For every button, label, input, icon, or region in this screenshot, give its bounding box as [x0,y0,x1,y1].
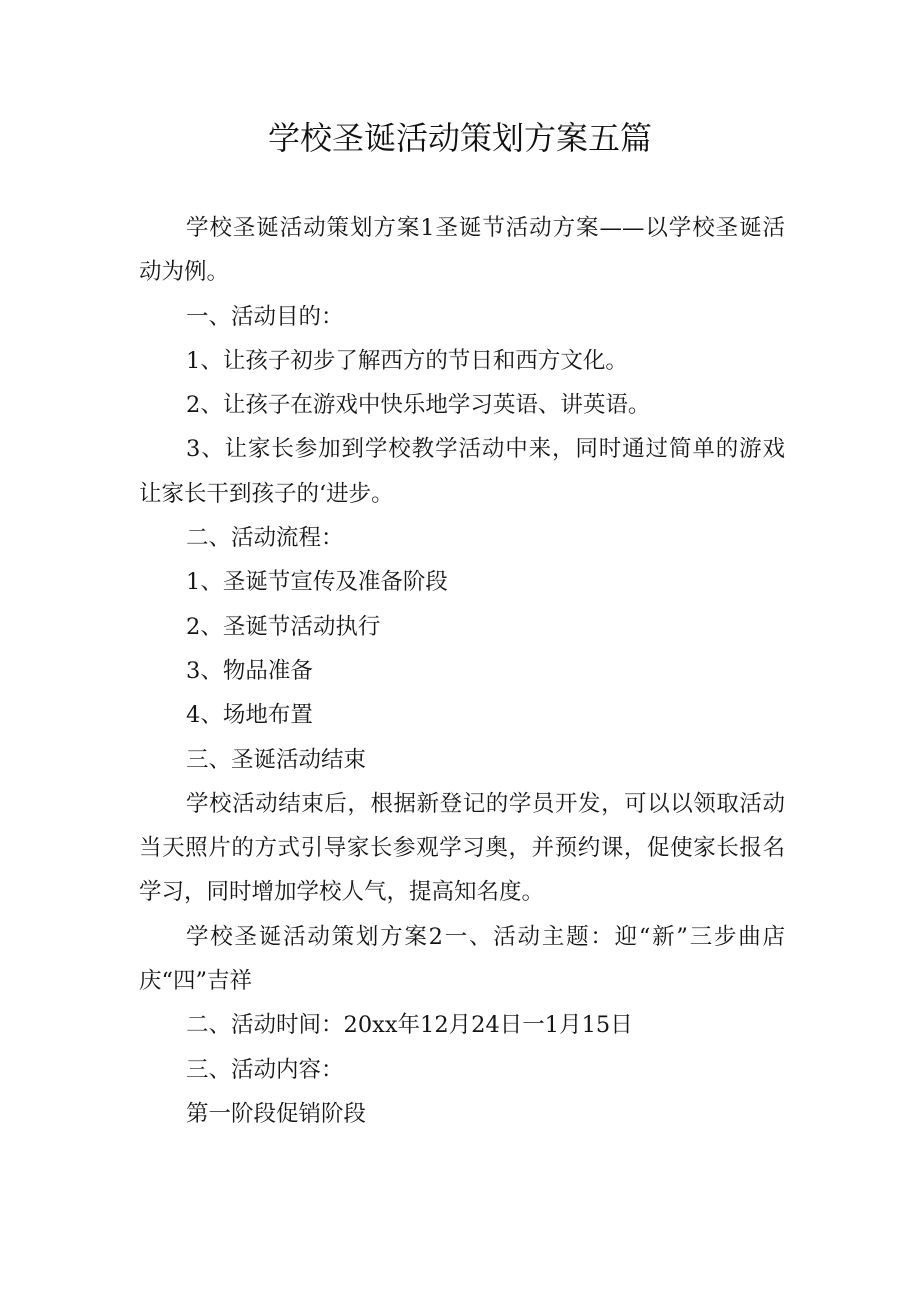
section-heading: 三、活动内容： [186,1056,344,1083]
list-item: 3、让家长参加到学校教学活动中来，同时通过简单的游戏让家长干到孩子的‘进步。 [139,436,785,507]
document-title: 学校圣诞活动策划方案五篇 [267,119,652,157]
list-item: 3、物品准备 [186,657,313,684]
section-heading: 二、活动流程： [186,525,344,552]
paragraph: 学校圣诞活动策划方案2一、活动主题：迎“新”三步曲店庆“四”吉祥 [139,923,785,995]
list-item: 2、让孩子在游戏中快乐地学习英语、讲英语。 [186,392,651,419]
section-heading: 一、活动目的： [186,303,344,330]
paragraph: 第一阶段促销阶段 [186,1100,367,1127]
list-item: 1、让孩子初步了解西方的节日和西方文化。 [186,347,628,374]
section-heading: 三、圣诞活动结束 [186,746,367,773]
list-item: 1、圣诞节宣传及准备阶段 [186,569,448,596]
document-body [139,206,785,1136]
list-item: 2、圣诞节活动执行 [186,613,381,640]
section-heading: 二、活动时间：20xx年12月24日一1月15日 [186,1012,633,1039]
list-item: 4、场地布置 [186,702,313,729]
paragraph: 学校圣诞活动策划方案1圣诞节活动方案——以学校圣诞活动为例。 [139,215,785,286]
paragraph: 学校活动结束后，根据新登记的学员开发，可以以领取活动当天照片的方式引导家长参观学习奥，并预约课，促使家长报名学习，同时增加学校人气，提高知名度。 [139,790,785,906]
